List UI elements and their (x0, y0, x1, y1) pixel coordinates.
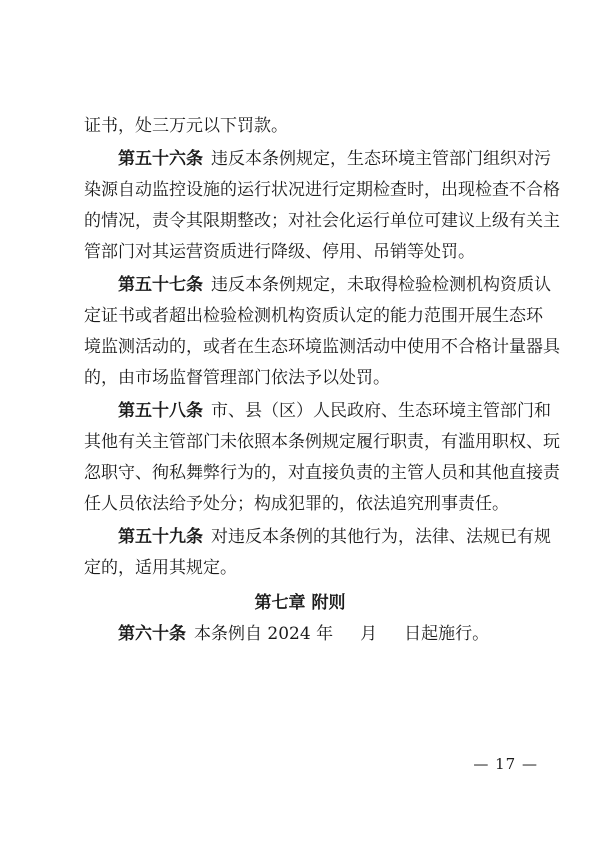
article-57-line-1: 第五十七条 违反本条例规定，未取得检验检测机构资质认 (118, 275, 551, 295)
article-60-line-1: 第六十条 本条例自 2024 年 月 日起施行。 (118, 624, 490, 644)
article-58-heading: 第五十八条 (118, 401, 203, 421)
article-57-line-4: 的，由市场监督管理部门依法予以处罚。 (84, 368, 390, 388)
article-56-line-3: 的情况，责令其限期整改；对社会化运行单位可建议上级有关主 (84, 211, 560, 231)
article-56-heading: 第五十六条 (118, 149, 203, 169)
article-59-line-2: 定的，适用其规定。 (84, 558, 237, 578)
article-56-line-1: 第五十六条 违反本条例规定，生态环境主管部门组织对污 (118, 149, 551, 169)
paragraph-line: 证书，处三万元以下罚款。 (84, 116, 288, 136)
article-57-heading: 第五十七条 (118, 275, 203, 295)
article-57-line-2: 定证书或者超出检验检测机构资质认定的能力范围开展生态环 (84, 306, 543, 326)
article-59-line-1: 第五十九条 对违反本条例的其他行为，法律、法规已有规 (118, 527, 551, 547)
page-number: — 17 — (473, 755, 538, 773)
article-58-line-3: 忽职守、徇私舞弊行为的，对直接负责的主管人员和其他直接责 (84, 463, 560, 483)
article-56-line-2: 染源自动监控设施的运行状况进行定期检查时，出现检查不合格 (84, 180, 560, 200)
article-60-heading: 第六十条 (118, 624, 186, 644)
chapter-heading: 第七章 附则 (254, 593, 346, 613)
article-59-heading: 第五十九条 (118, 527, 203, 547)
article-58-line-1: 第五十八条 市、县（区）人民政府、生态环境主管部门和 (118, 401, 551, 421)
article-56-line-4: 管部门对其运营资质进行降级、停用、吊销等处罚。 (84, 242, 475, 262)
article-58-line-2: 其他有关主管部门未依照本条例规定履行职责，有滥用职权、玩 (84, 432, 560, 452)
article-57-line-3: 境监测活动的，或者在生态环境监测活动中使用不合格计量器具 (84, 337, 560, 357)
article-58-line-4: 任人员依法给予处分；构成犯罪的，依法追究刑事责任。 (84, 494, 509, 514)
document-body (84, 111, 560, 650)
